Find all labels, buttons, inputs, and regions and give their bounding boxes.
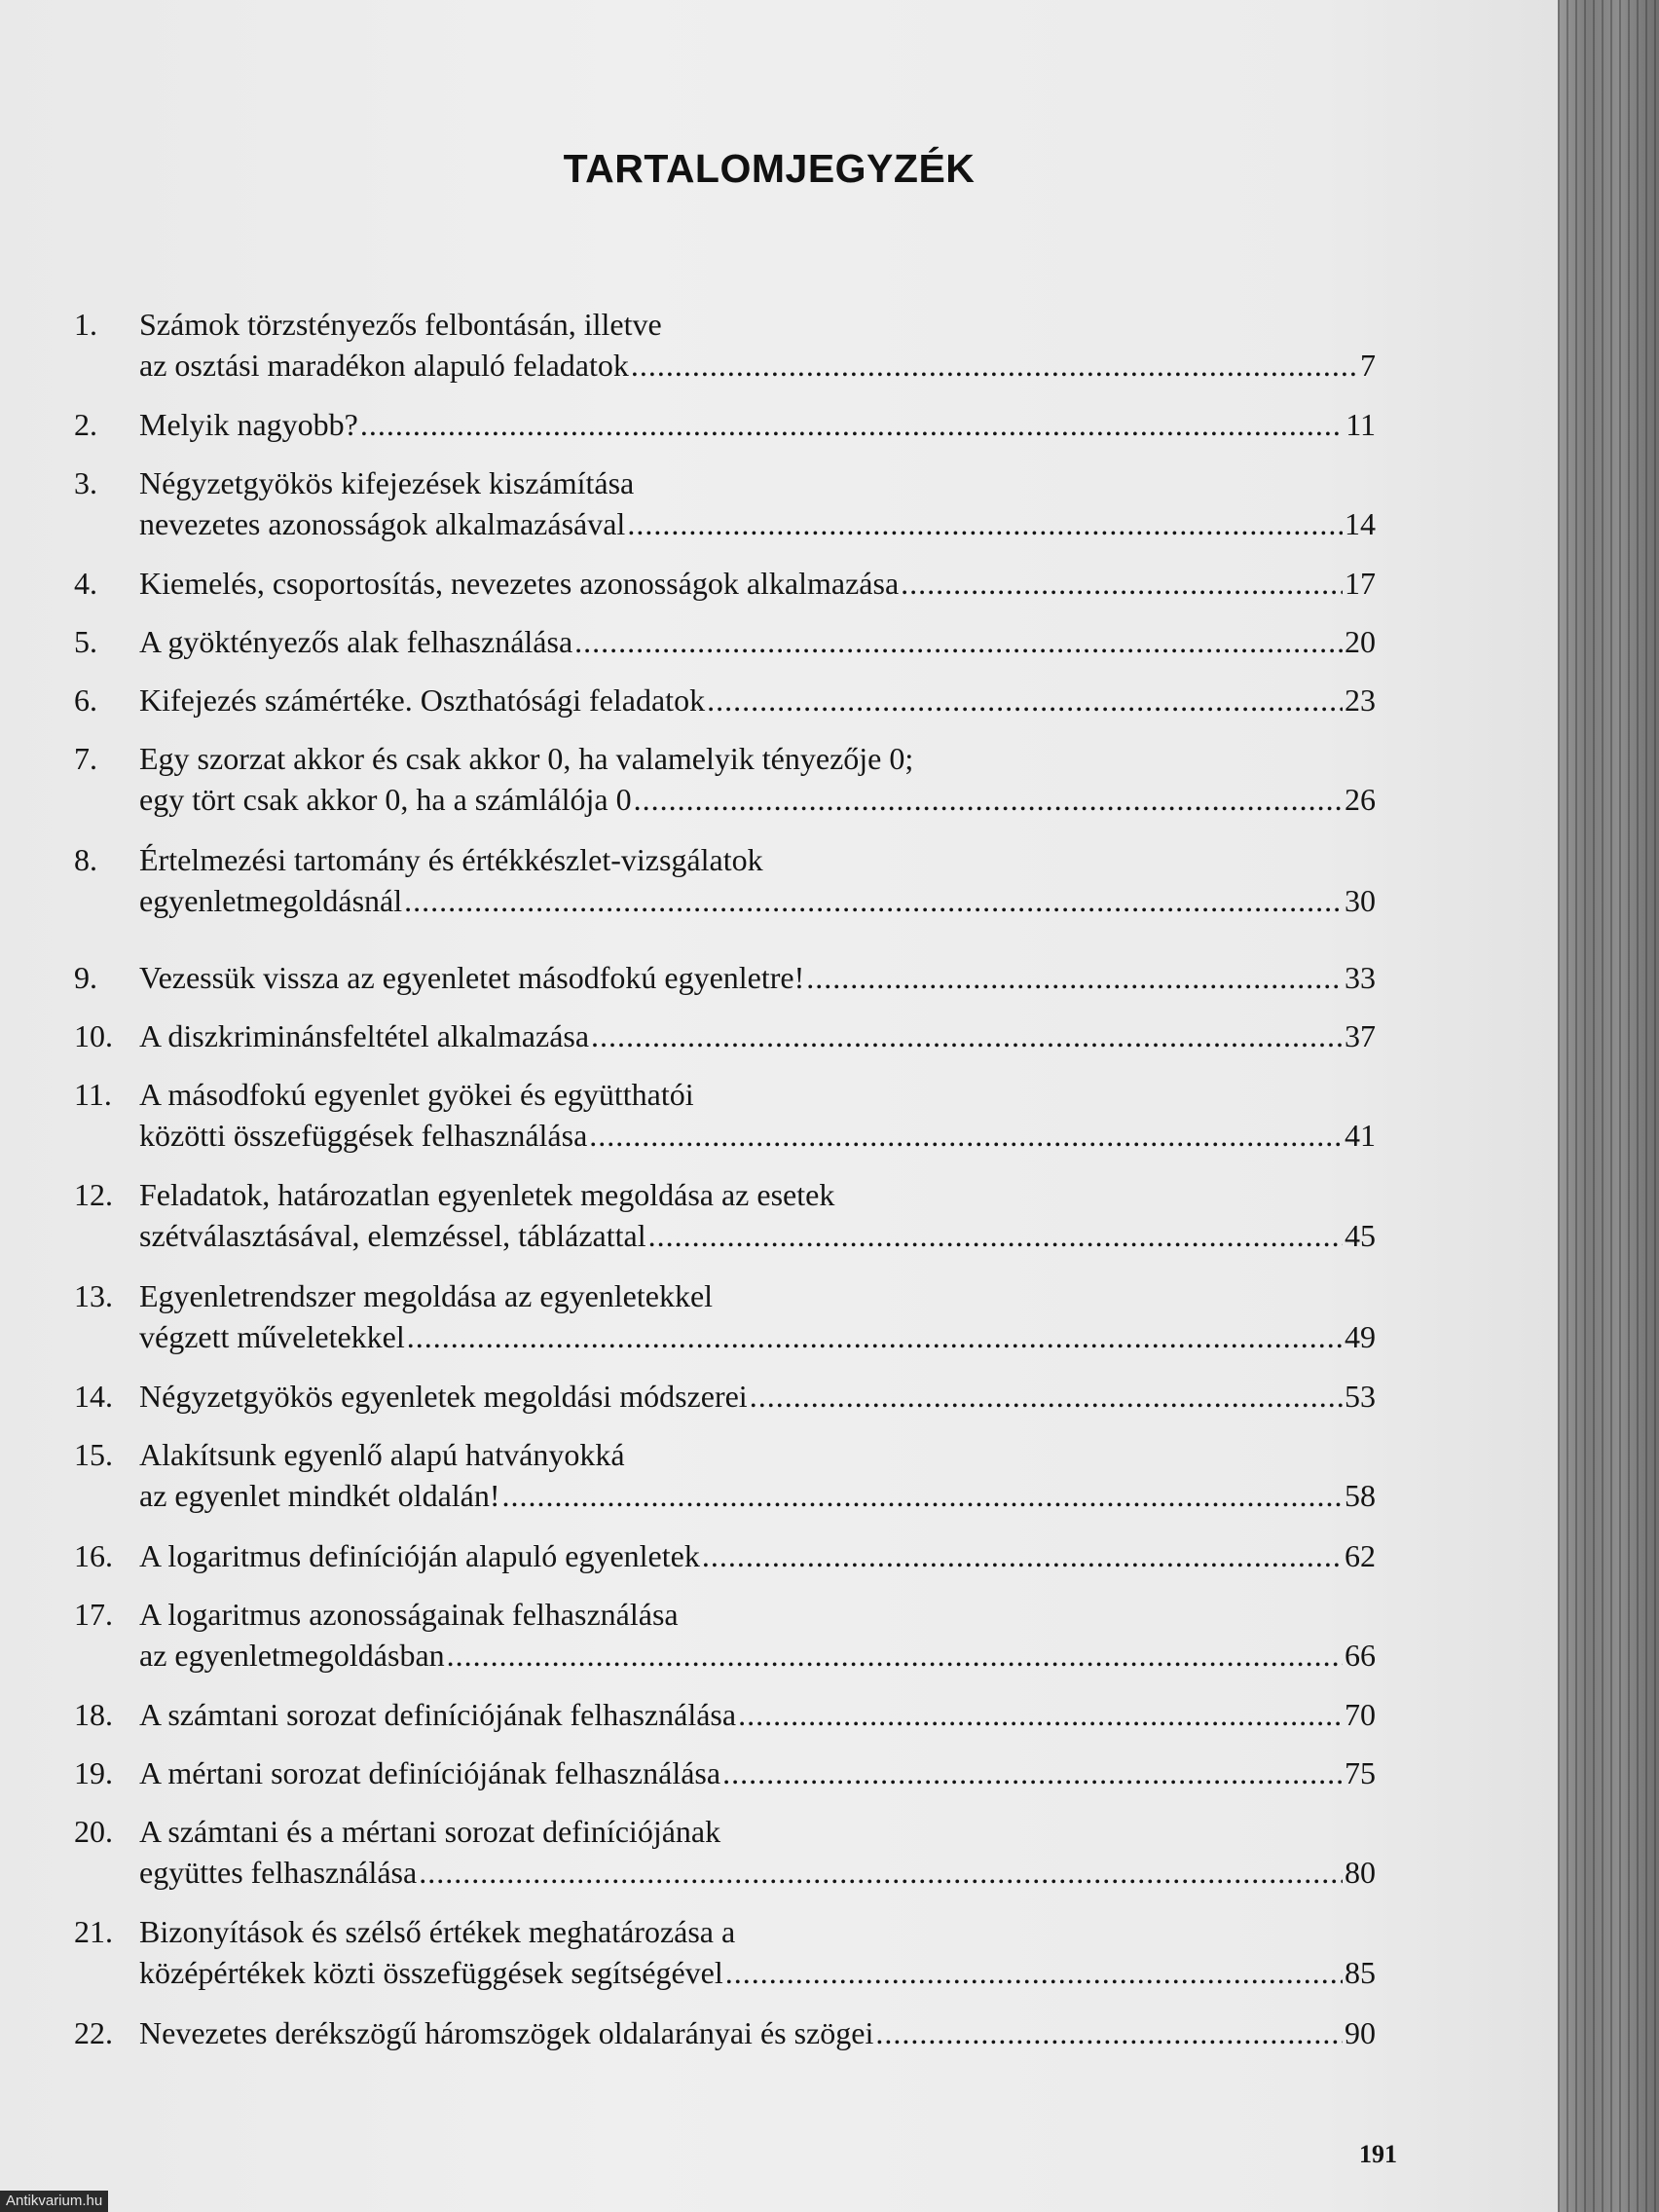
toc-entry-number: 2. — [74, 407, 97, 442]
toc-entry-number: 12. — [74, 1177, 113, 1212]
dot-leader — [648, 1215, 1343, 1256]
toc-entry-line — [139, 563, 1376, 604]
toc-entry-page: 11 — [1346, 407, 1376, 442]
dot-leader — [589, 1115, 1343, 1156]
dot-leader — [738, 1694, 1343, 1735]
toc-entry-title: az osztási maradékon alapuló feladatok — [139, 348, 629, 383]
dot-leader — [360, 404, 1344, 445]
toc-entry-line — [139, 680, 1376, 720]
toc-entry-page: 90 — [1345, 2015, 1376, 2050]
toc-entry-number: 4. — [74, 566, 97, 601]
toc-entry-number: 16. — [74, 1538, 113, 1573]
toc-entry-number: 7. — [74, 741, 97, 776]
toc-entry-line — [139, 1015, 1376, 1056]
toc-entry-line — [139, 621, 1376, 662]
toc-entry-number: 15. — [74, 1437, 113, 1472]
dot-leader — [419, 1852, 1343, 1893]
toc-entry-number: 3. — [74, 465, 97, 500]
toc-entry-line: Egy szorzat akkor és csak akkor 0, ha valamelyik tényezője 0; — [139, 741, 914, 776]
dot-leader — [407, 1316, 1343, 1357]
toc-entry-line — [139, 1694, 1376, 1735]
toc-entry-page: 14 — [1345, 506, 1376, 541]
toc-entry-title: Kiemelés, csoportosítás, nevezetes azonosságok alkalmazása — [139, 566, 900, 601]
toc-entry-line — [139, 1215, 1376, 1256]
toc-entry-title: A diszkriminánsfeltétel alkalmazása — [139, 1018, 590, 1053]
dot-leader — [722, 1752, 1343, 1793]
toc-entry-title: A logaritmus definícióján alapuló egyenletek — [139, 1538, 700, 1573]
toc-entry-number: 10. — [74, 1018, 113, 1053]
toc-entry-title: végzett műveletekkel — [139, 1319, 405, 1354]
dot-leader — [707, 680, 1343, 720]
toc-entry-line — [139, 1952, 1376, 1993]
toc-entry-line — [139, 1475, 1376, 1516]
toc-entry-number: 8. — [74, 842, 97, 877]
dot-leader — [806, 957, 1343, 998]
dot-leader — [702, 1535, 1343, 1576]
dot-leader — [502, 1475, 1343, 1516]
toc-entry-number: 5. — [74, 624, 97, 659]
toc-entry-page: 20 — [1345, 624, 1376, 659]
dot-leader — [901, 563, 1343, 604]
toc-entry-title: Négyzetgyökös egyenletek megoldási módszerei — [139, 1379, 748, 1414]
toc-entry-line — [139, 1852, 1376, 1893]
toc-entry-line — [139, 1752, 1376, 1793]
toc-entry-line: Feladatok, határozatlan egyenletek megoldása az esetek — [139, 1177, 835, 1212]
toc-entry-page: 45 — [1345, 1218, 1376, 1253]
book-spine-edge — [1558, 0, 1659, 2212]
toc-entry-number: 17. — [74, 1597, 113, 1632]
toc-entry-page: 70 — [1345, 1697, 1376, 1732]
toc-entry-page: 7 — [1360, 348, 1376, 383]
toc-entry-page: 66 — [1345, 1638, 1376, 1673]
toc-entry-page: 30 — [1345, 883, 1376, 918]
toc-entry-line — [139, 880, 1376, 921]
toc-entry-page: 49 — [1345, 1319, 1376, 1354]
toc-entry-title: Kifejezés számértéke. Oszthatósági feladatok — [139, 682, 706, 718]
toc-entry-page: 85 — [1345, 1955, 1376, 1990]
toc-entry-line — [139, 1376, 1376, 1417]
toc-entry-line: Számok törzstényezős felbontásán, illetve — [139, 307, 662, 342]
toc-entry-page: 33 — [1345, 960, 1376, 995]
toc-entry-line — [139, 503, 1376, 544]
toc-entry-line — [139, 404, 1376, 445]
dot-leader — [725, 1952, 1343, 1993]
dot-leader — [875, 2012, 1343, 2053]
toc-entry-line — [139, 1535, 1376, 1576]
toc-entry-line — [139, 1115, 1376, 1156]
dot-leader — [750, 1376, 1343, 1417]
toc-entry-number: 13. — [74, 1278, 113, 1313]
toc-entry-title: Nevezetes derékszögű háromszögek oldalarányai és szögei — [139, 2015, 874, 2050]
toc-entry-line: A logaritmus azonosságainak felhasználása — [139, 1597, 679, 1632]
toc-entry-line: Négyzetgyökös kifejezések kiszámítása — [139, 465, 635, 500]
toc-entry-title: egyenletmegoldásnál — [139, 883, 403, 918]
toc-entry-title: Vezessük vissza az egyenletet másodfokú egyenletre! — [139, 960, 805, 995]
toc-entry-line: Alakítsunk egyenlő alapú hatványokká — [139, 1437, 625, 1472]
toc-entry-line: Értelmezési tartomány és értékkészlet-vizsgálatok — [139, 842, 763, 877]
toc-entry-title: Melyik nagyobb? — [139, 407, 358, 442]
toc-entry-number: 21. — [74, 1914, 113, 1949]
toc-entry-number: 9. — [74, 960, 97, 995]
dot-leader — [574, 621, 1343, 662]
toc-entry-page: 62 — [1345, 1538, 1376, 1573]
toc-entry-title: az egyenlet mindkét oldalán! — [139, 1478, 500, 1513]
toc-entry-title: az egyenletmegoldásban — [139, 1638, 445, 1673]
toc-entry-page: 58 — [1345, 1478, 1376, 1513]
toc-entry-number: 11. — [74, 1077, 112, 1112]
toc-entry-line: A másodfokú egyenlet gyökei és együtthatói — [139, 1077, 694, 1112]
toc-entry-number: 22. — [74, 2015, 113, 2050]
dot-leader — [591, 1015, 1343, 1056]
toc-entry-line — [139, 1635, 1376, 1676]
toc-entry-number: 1. — [74, 307, 97, 342]
dot-leader — [627, 503, 1343, 544]
toc-entry-line: A számtani és a mértani sorozat definíciójának — [139, 1814, 721, 1849]
toc-entry-page: 41 — [1345, 1118, 1376, 1153]
toc-entry-number: 20. — [74, 1814, 113, 1849]
toc-entry-page: 75 — [1345, 1755, 1376, 1790]
toc-entry-title: szétválasztásával, elemzéssel, táblázattal — [139, 1218, 646, 1253]
watermark: Antikvarium.hu — [0, 2191, 108, 2212]
dot-leader — [447, 1635, 1343, 1676]
toc-entry-number: 19. — [74, 1755, 113, 1790]
toc-entry-number: 14. — [74, 1379, 113, 1414]
page-title: TARTALOMJEGYZÉK — [563, 146, 976, 191]
dot-leader — [404, 880, 1343, 921]
toc-entry-title: nevezetes azonosságok alkalmazásával — [139, 506, 626, 541]
toc-entry-line — [139, 1316, 1376, 1357]
toc-entry-line — [139, 2012, 1376, 2053]
toc-entry-line: Bizonyítások és szélső értékek meghatározása a — [139, 1914, 736, 1949]
toc-entry-line — [139, 345, 1376, 386]
toc-entry-title: A gyöktényezős alak felhasználása — [139, 624, 573, 659]
toc-entry-page: 80 — [1345, 1855, 1376, 1890]
toc-entry-page: 23 — [1345, 682, 1376, 718]
dot-leader — [634, 779, 1343, 820]
toc-entry-page: 53 — [1345, 1379, 1376, 1414]
page-number: 191 — [1359, 2140, 1397, 2168]
toc-entry-title: A mértani sorozat definíciójának felhasználása — [139, 1755, 721, 1790]
toc-entry-title: együttes felhasználása — [139, 1855, 418, 1890]
toc-entry-title: A számtani sorozat definíciójának felhasználása — [139, 1697, 737, 1732]
toc-entry-line: Egyenletrendszer megoldása az egyenletekkel — [139, 1278, 714, 1313]
toc-entry-title: közötti összefüggések felhasználása — [139, 1118, 588, 1153]
toc-entry-page: 26 — [1345, 782, 1376, 817]
toc-entry-number: 6. — [74, 682, 97, 718]
toc-entry-title: egy tört csak akkor 0, ha a számlálója 0 — [139, 782, 632, 817]
dot-leader — [631, 345, 1358, 386]
toc-entry-number: 18. — [74, 1697, 113, 1732]
toc-entry-page: 17 — [1345, 566, 1376, 601]
toc-entry-line — [139, 779, 1376, 820]
toc-entry-title: középértékek közti összefüggések segítségével — [139, 1955, 723, 1990]
toc-entry-page: 37 — [1345, 1018, 1376, 1053]
toc-entry-line — [139, 957, 1376, 998]
